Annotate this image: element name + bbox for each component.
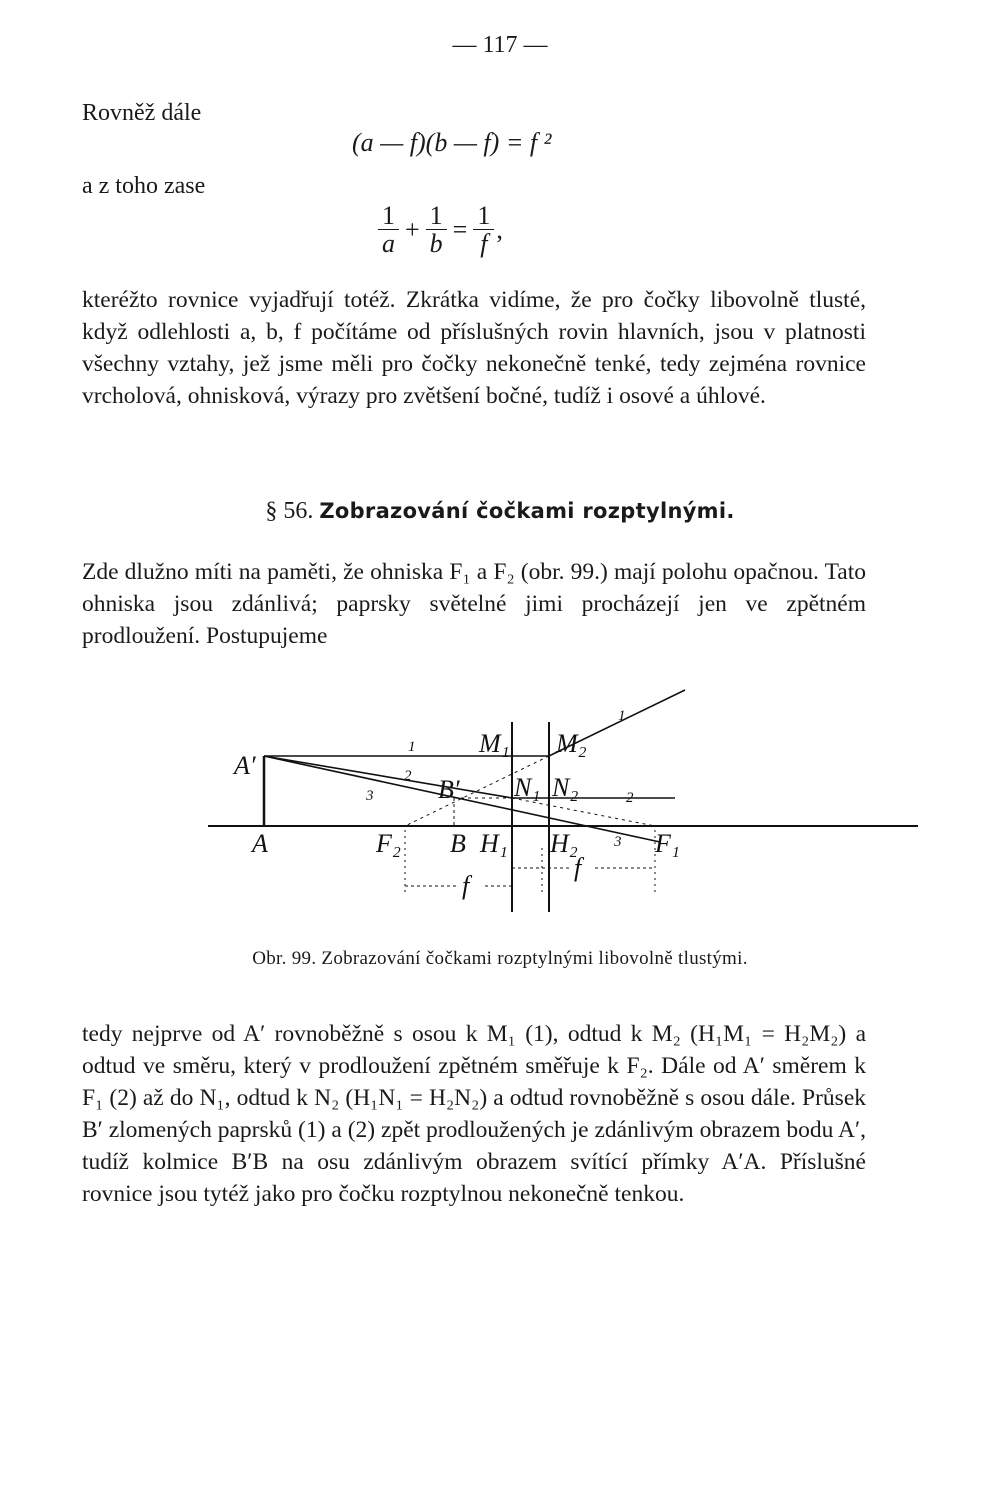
numerator: 1 <box>473 202 494 230</box>
numerator: 1 <box>378 202 399 230</box>
paragraph-1 <box>82 284 866 412</box>
ray-2-incident <box>264 756 512 798</box>
paragraph-2 <box>82 556 866 652</box>
paragraph-2-text: Zde dlužno míti na paměti, že ohniska F₁ a F₂ (obr. 99.) mají polohu opačnou. Tato ohniska jsou zdánlivá; paprsky světelné jimi procházejí jen ve zpětném prodloužení. Postupujeme <box>82 559 866 649</box>
label-f-right: f <box>574 853 582 882</box>
label-n1: N₁ <box>514 773 541 802</box>
equation-1: (a — f)(b — f) = f ² <box>352 128 552 157</box>
label-f2: F₂ <box>376 829 401 858</box>
equation-2 <box>378 202 509 258</box>
paragraph-3-text: tedy nejprve od A′ rovnoběžně s osou k M₁ (1), odtud k M₂ (H₁M₁ = H₂M₂) a odtud ve směru, který v prodloužení zpětném směřuje k F₂. Dále od A′ směrem k F₁ (2) až do N₁, odtud k N₂ (H₁N₁ = H₂N₂) a odtud rovnoběžně s osou dále. Průsek B′ zlomených paprsků (1) a (2) zpět prodloužených je zdánlivým obrazem bodu A′, tudíž kolmice B′B na osu zdánlivým obrazem svítící přímky A′A. Příslušné rovnice jsou tytéž jako pro čočku rozptylnou nekonečně tenkou. <box>82 1021 866 1207</box>
label-m1: M₁ <box>479 729 510 758</box>
label-n2: N₂ <box>552 773 579 802</box>
optics-diagram <box>200 680 920 920</box>
figure-caption: Obr. 99. Zobrazování čočkami rozptylnými libovolně tlustými. <box>252 948 748 969</box>
ray-label-2b: 2 <box>626 790 634 806</box>
ray-label-1b: 1 <box>618 708 626 724</box>
fraction-3 <box>473 202 494 258</box>
fraction-1 <box>378 202 399 258</box>
label-a: A <box>252 829 268 858</box>
ray-label-1a: 1 <box>408 739 416 755</box>
plus-sign: + <box>405 214 420 244</box>
fraction-2 <box>426 202 447 258</box>
ray-2-extension <box>512 798 655 826</box>
intro-text-2: a z toho zase <box>82 173 206 199</box>
equals-sign: = <box>452 214 468 244</box>
denominator: f <box>480 229 488 259</box>
label-f1: F₁ <box>655 829 680 858</box>
paragraph-3 <box>82 1018 866 1210</box>
label-a-prime: A′ <box>234 751 256 780</box>
ray-label-3b: 3 <box>614 834 622 850</box>
ray-label-2a: 2 <box>404 768 412 784</box>
denominator: a <box>382 229 395 259</box>
label-h1: H₁ <box>480 829 508 858</box>
paragraph-1-text: kteréžto rovnice vyjadřují totéž. Zkrátka vidíme, že pro čočky libovolně tlusté, když odlehlosti a, b, f počítáme od příslušných rovin hlavních, jsou v platnosti všechny vztahy, jež jsme měli pro čočky nekonečně tenké, tedy zejména rovnice vrcholová, ohnisková, výrazy pro zvětšení bočné, tudíž i osové a úhlové. <box>82 287 866 409</box>
comma: , <box>496 214 503 244</box>
section-number: § 56. <box>265 498 314 524</box>
label-m2: M₂ <box>556 729 587 758</box>
label-h2: H₂ <box>550 829 578 858</box>
ray-label-3a: 3 <box>366 788 374 804</box>
label-f-left: f <box>462 871 470 900</box>
page-number: — 117 — <box>452 32 548 58</box>
denominator: b <box>429 229 443 259</box>
label-b: B <box>450 829 466 858</box>
numerator: 1 <box>426 202 447 230</box>
section-title: Zobrazování čočkami rozptylnými. <box>319 499 735 523</box>
section-heading <box>0 498 1000 525</box>
intro-text-1: Rovněž dále <box>82 100 202 126</box>
label-b-prime: B′ <box>438 775 460 804</box>
